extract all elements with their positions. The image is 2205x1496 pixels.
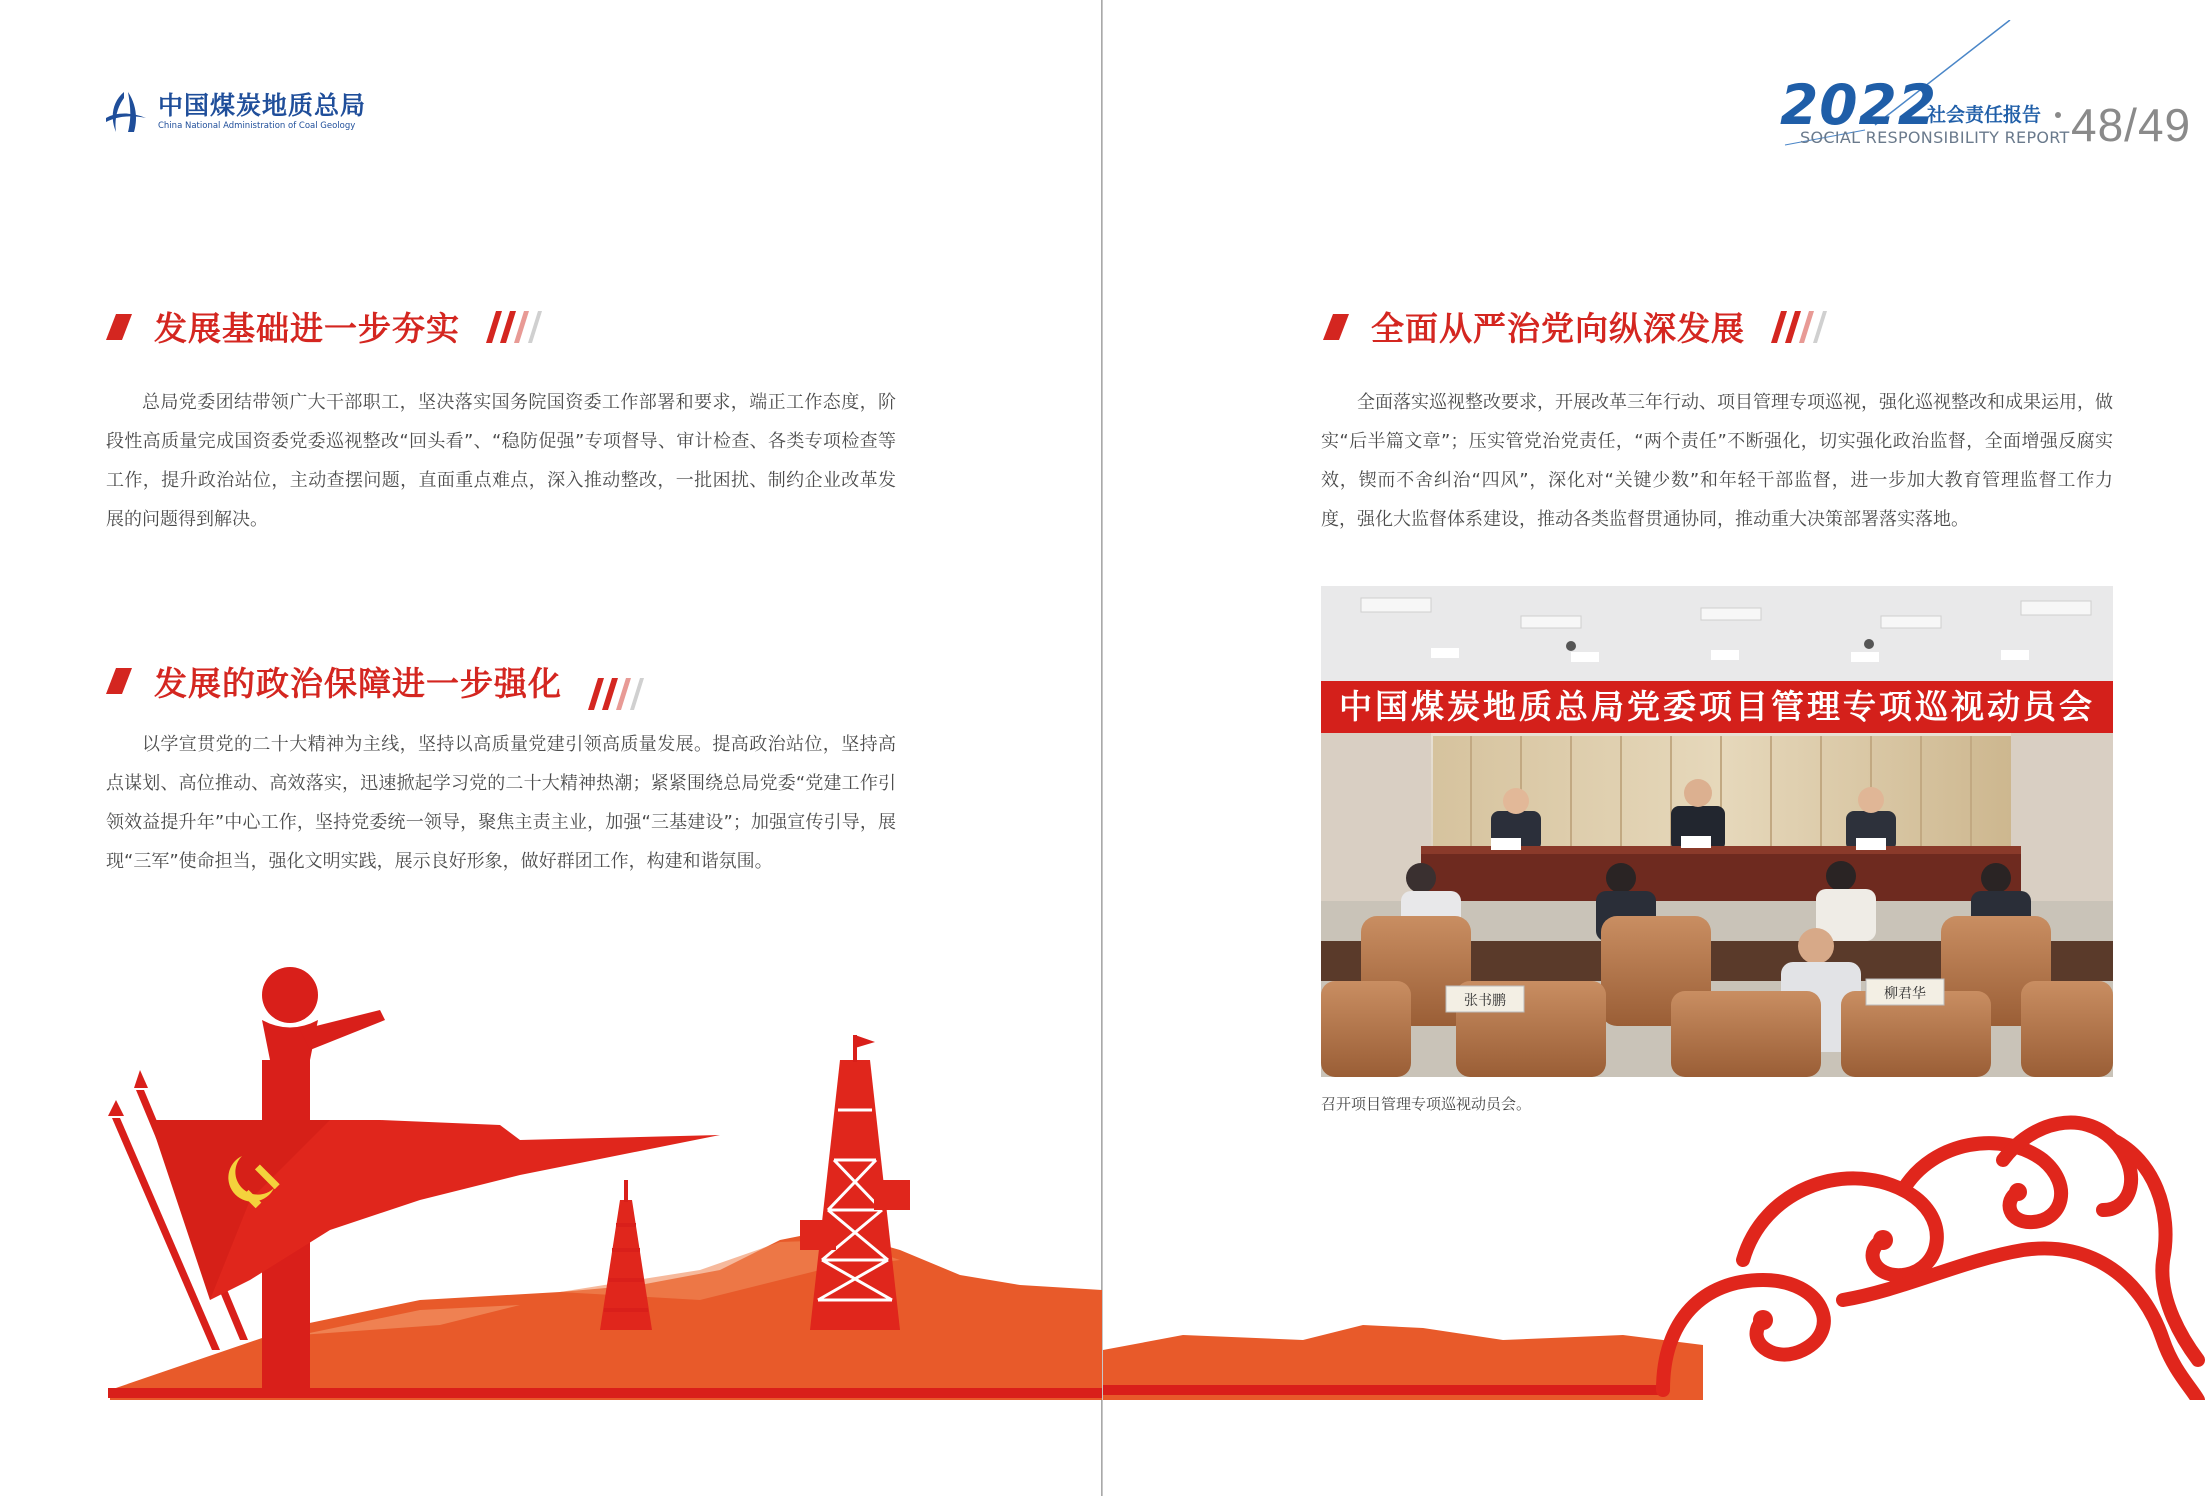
header-dot: [2055, 112, 2061, 118]
section-title-text: 发展的政治保障进一步强化: [154, 663, 562, 703]
page-numbers: 48/49: [2071, 99, 2192, 151]
party-flag-illustration: [0, 940, 1102, 1400]
section-title-text: 发展基础进一步夯实: [154, 309, 460, 348]
slash-deco-icon: [1763, 311, 1833, 343]
section-body-foundation: 总局党委团结带领广大干部职工，坚决落实国务院国资委工作部署和要求，端正工作态度，阶段性高质量完成国资委党委巡视整改“回头看”、“稳防促强”专项督导、审计检查、各类专项检查等工作，提升政治站位，主动查摆问题，直面重点难点，深入推动整改，一批困扰、制约企业改革发展的问题得到解决。: [106, 392, 896, 530]
section-body-political: 以学宣贯党的二十大精神为主线，坚持以高质量党建引领高质量发展。提高政治站位，坚持高点谋划、高位推动、高效落实，迅速掀起学习党的二十大精神热潮；紧紧围绕总局党委“党建工作引领效益提升年”中心工作，坚持党委统一领导，聚焦主责主业，加强“三基建设”；加强宣传引导，展现“三军”使命担当，强化文明实践，展示良好形象，做好群团工作，构建和谐氛围。: [106, 734, 896, 872]
photo-nameplate-right: 柳君华: [1884, 986, 1926, 1002]
meeting-photo-illustration: [1321, 586, 2113, 1077]
meeting-photo: [1321, 586, 2113, 1077]
drilling-rig-icon: [600, 1180, 652, 1330]
section-title-party-governance: [1323, 303, 1833, 350]
logo-mark-icon: [102, 88, 150, 136]
organization-logo: [102, 88, 366, 136]
paragraph-mark-icon: [1323, 314, 1349, 340]
photo-nameplate-left: 张书鹏: [1464, 993, 1506, 1009]
logo-name-en: China National Administration of Coal Geology: [158, 121, 356, 131]
section-title-foundation: [106, 303, 548, 350]
photo-banner-text: 中国煤炭地质总局党委项目管理专项巡视动员会: [1339, 687, 2095, 726]
report-year: 2022: [1780, 73, 1938, 137]
section-body-party-governance: 全面落实巡视整改要求，开展改革三年行动、项目管理专项巡视，强化巡视整改和成果运用，做实“后半篇文章”；压实管党治党责任，“两个责任”不断强化，切实强化政治监督，全面增强反腐实效，锲而不舍纠治“四风”，深化对“关键少数”和年轻干部监督，进一步加大教育管理监督工作力度，强化大监督体系建设，推动各类监督贯通协同，推动重大决策部署落实落地。: [1321, 392, 2113, 530]
drilling-rig-icon: [800, 1035, 910, 1330]
photo-caption: 召开项目管理专项巡视动员会。: [1321, 1095, 1532, 1113]
auspicious-cloud-icon: [1663, 1123, 2198, 1400]
slash-deco-icon: [580, 678, 650, 710]
slash-deco-icon: [478, 311, 548, 343]
auspicious-cloud-illustration: [1103, 1100, 2205, 1400]
report-title-en: SOCIAL RESPONSIBILITY REPORT: [1800, 128, 2070, 147]
report-header: [1645, 20, 2205, 160]
section-title-political: [106, 652, 650, 710]
paragraph-mark-icon: [106, 668, 132, 694]
section-title-text: 全面从严治党向纵深发展: [1371, 309, 1745, 348]
paragraph-mark-icon: [106, 314, 132, 340]
logo-name-cn: 中国煤炭地质总局: [158, 91, 367, 120]
report-title-cn: 社会责任报告: [1927, 104, 2042, 126]
